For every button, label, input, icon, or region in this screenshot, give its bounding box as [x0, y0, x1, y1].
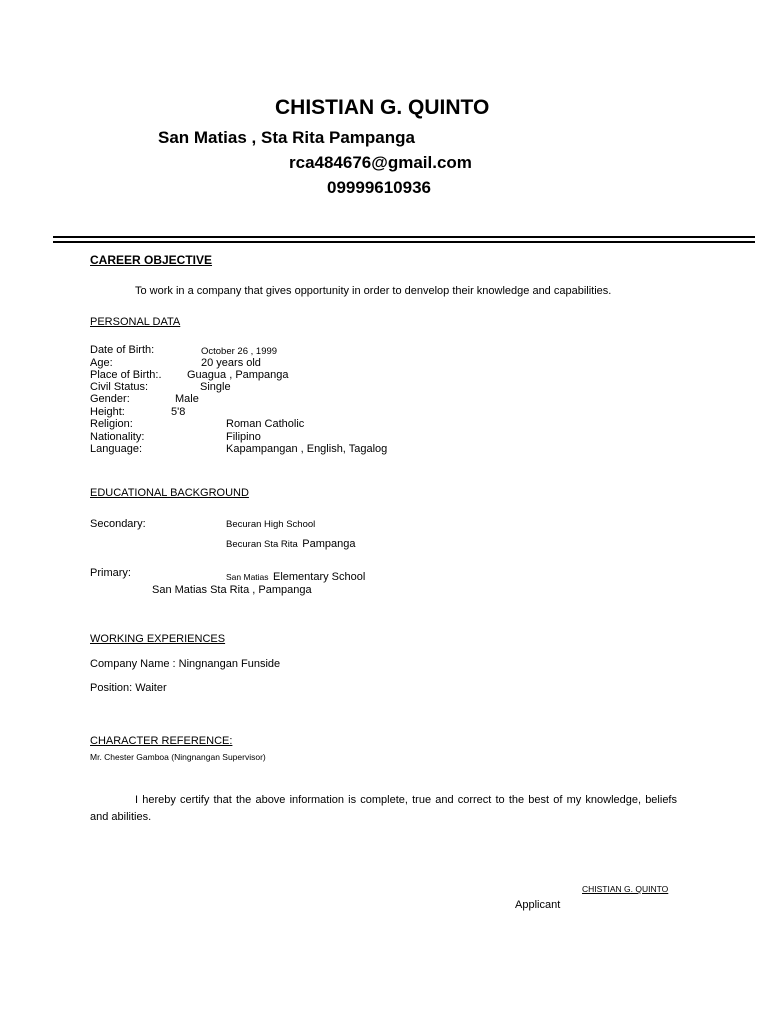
- height-label: Height:: [90, 406, 125, 418]
- signature-name: CHISTIAN G. QUINTO: [582, 884, 669, 894]
- primary-address: San Matias Sta Rita , Pampanga: [152, 584, 312, 596]
- pob-value: Guagua , Pampanga: [187, 369, 289, 381]
- secondary-address-town: Becuran Sta Rita: [226, 539, 298, 550]
- personal-data-heading: PERSONAL DATA: [90, 316, 181, 328]
- career-objective-heading: CAREER OBJECTIVE: [90, 253, 213, 267]
- age-label: Age:: [90, 357, 113, 369]
- primary-school-town: San Matias: [226, 572, 269, 582]
- applicant-name: CHISTIAN G. QUINTO: [275, 96, 490, 119]
- reference-person: Mr. Chester Gamboa (Ningnangan Supervisor): [90, 752, 266, 762]
- secondary-address: [226, 534, 356, 552]
- secondary-address-province: Pampanga: [302, 538, 356, 550]
- work-heading: WORKING EXPERIENCES: [90, 633, 226, 645]
- height-value: 5'8: [171, 406, 186, 418]
- language-value: Kapampangan , English, Tagalog: [226, 443, 388, 455]
- dob-label: Date of Birth:: [90, 344, 155, 356]
- primary-school: [226, 567, 365, 585]
- age-value: 20 years old: [201, 357, 261, 369]
- religion-label: Religion:: [90, 418, 133, 430]
- career-objective-text: To work in a company that gives opportunity in order to denvelop their knowledge and capabilities.: [135, 285, 612, 297]
- civil-status-value: Single: [200, 381, 231, 393]
- email: rca484676@gmail.com: [289, 153, 472, 172]
- reference-heading: CHARACTER REFERENCE:: [90, 735, 233, 747]
- pob-label: Place of Birth:.: [90, 369, 162, 381]
- primary-school-name: Elementary School: [272, 571, 366, 583]
- address: San Matias , Sta Rita Pampanga: [158, 128, 415, 147]
- language-label: Language:: [90, 443, 142, 455]
- religion-value: Roman Catholic: [226, 418, 305, 430]
- dob-value: October 26 , 1999: [201, 346, 278, 357]
- education-heading: EDUCATIONAL BACKGROUND: [90, 487, 249, 499]
- phone: 09999610936: [327, 178, 432, 197]
- primary-label: Primary:: [90, 567, 131, 579]
- signature-role: Applicant: [515, 899, 561, 911]
- header-rule-bottom: [53, 241, 755, 243]
- certification-statement: I hereby certify that the above information is complete, true and correct to the best of my knowledge, beliefs and abilities.: [90, 794, 677, 823]
- work-company: Company Name : Ningnangan Funside: [90, 658, 281, 670]
- secondary-label: Secondary:: [90, 518, 146, 530]
- gender-value: Male: [175, 393, 199, 405]
- header-rule-top: [53, 236, 755, 238]
- nationality-label: Nationality:: [90, 431, 145, 443]
- nationality-value: Filipino: [226, 431, 261, 443]
- gender-label: Gender:: [90, 393, 130, 405]
- work-position: Position: Waiter: [90, 682, 167, 694]
- civil-status-label: Civil Status:: [90, 381, 149, 393]
- secondary-school: Becuran High School: [226, 519, 316, 530]
